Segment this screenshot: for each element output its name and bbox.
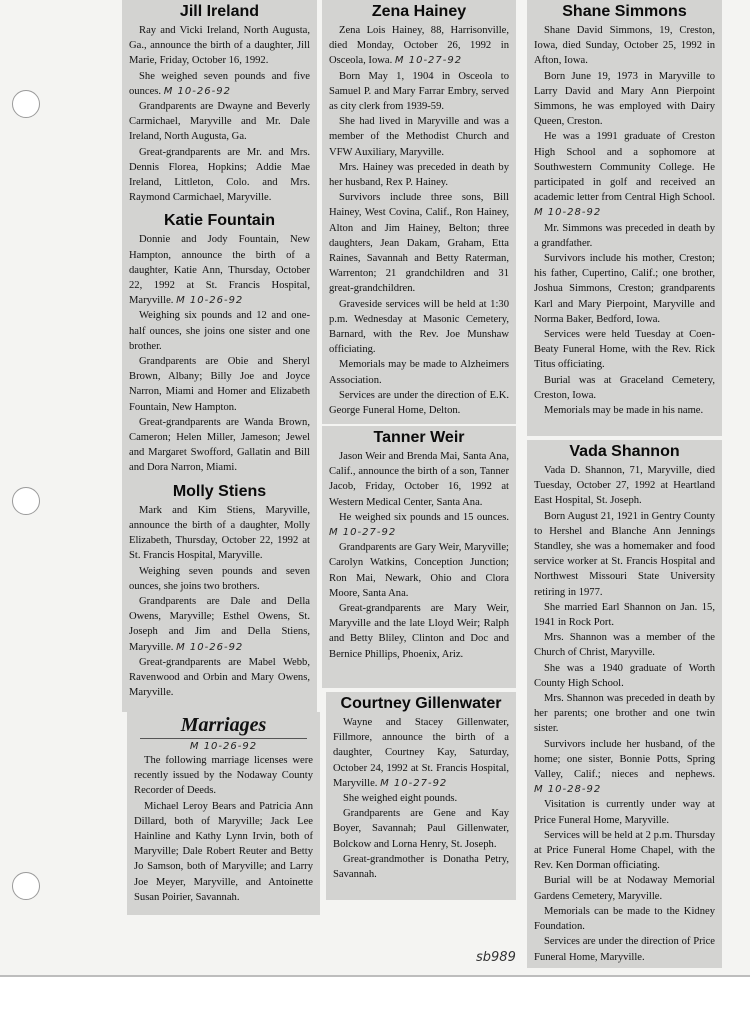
paragraph: Grandparents are Gary Weir, Maryville; Carolyn Watkins, Conception Junction; Ron Mai, Newark, Ohio and Clora Moore, Santa Ana. (329, 542, 509, 599)
clipping-column-3-bottom (527, 440, 722, 968)
announcement-tanner-weir (322, 426, 516, 666)
paragraph: Great-grandparents are Mr. and Mrs. Dennis Florea, Hopkins; Addie Mae Ireland, Littleton, Colo. and Mrs. Raymond Carmichael, Maryville. (129, 146, 310, 204)
paragraph: Shane David Simmons, 19, Creston, Iowa, died Sunday, October 25, 1992 in Afton, Iowa. (534, 25, 715, 67)
headline: Jill Ireland (179, 3, 260, 20)
handwritten-date: M 10-26-92 (163, 85, 231, 97)
headline: Tanner Weir (373, 429, 465, 446)
paragraph: Grandparents are Obie and Sheryl Brown, Albany; Billy Joe and Joyce Narron, Miami and Homer and Elizabeth Fountain, New Hampton. (129, 356, 310, 413)
paragraph: She weighed eight pounds. (343, 793, 458, 805)
announcement-courtney-gillenwater (326, 692, 516, 886)
paragraph: Graveside services will be held at 1:30 p.m. Wednesday at Masonic Cemetery, Barnard, with the Rev. Joe Munshaw officiating. (329, 298, 509, 356)
paragraph: Survivors include her husband, of the home; one sister, Bonnie Potts, Spring Valley, Calif.; nieces and nephews. M 10-28-92 (534, 738, 715, 796)
handwritten-date: M 10-26-92 (176, 295, 244, 307)
paragraph: She weighed seven pounds and five ounces. M 10-26-92 (129, 70, 310, 97)
clipping-column-2-bottom (326, 692, 516, 900)
paragraph: Survivors include his mother, Creston; his father, Cupertino, Calif.; one brother, Joshua Simmons, Creston; grandparents Karl and Mary Pierpoint, Maryville and Norma Baker, Bedford, Iowa. (534, 253, 715, 325)
headline: Courtney Gillenwater (340, 695, 502, 712)
divider (140, 738, 307, 739)
handwritten-date: M 10-26-92 (189, 741, 258, 752)
paragraph: Memorials may be made in his name. (544, 405, 704, 417)
paragraph: She married Earl Shannon on Jan. 15, 1941 in Rock Port. (534, 601, 715, 629)
paragraph: Great-grandparents are Wanda Brown, Cameron; Helen Miller, Jameson; Jewel and Margaret Swofford, Gallatin and Bill and Dora Narron, Miami. (129, 416, 310, 474)
clipping-column-2-top (322, 0, 516, 424)
paragraph: Weighing six pounds and 12 and one-half ounces, she joins one sister and one brother. (129, 310, 310, 352)
headline: Molly Stiens (172, 482, 267, 500)
paragraph: Michael Leroy Bears and Patricia Ann Dillard, both of Maryville; Jack Lee Hainline and Kathy Lynn Irvin, both of Maryville; Dale Robert Reuter and Betty Jo Samson, both of Maryville; and Larry Joe Meyer, Maryville, and Antoinette Susan Poirier, Savannah. (134, 800, 313, 903)
paragraph: The following marriage licenses were recently issued by the Nodaway County Recorder of Deeds. (134, 755, 313, 797)
paragraph: Great-grandmother is Donatha Petry, Savannah. (333, 853, 509, 881)
paragraph: Born May 1, 1904 in Osceola to Samuel P. and Mary Farrar Embry, served as city clerk from 1939-59. (329, 70, 509, 113)
paragraph: He weighed six pounds and 15 ounces. M 10-27-92 (329, 511, 509, 539)
obituary-shane-simmons (527, 0, 722, 422)
paragraph: Visitation is currently under way at Price Funeral Home, Maryville. (534, 799, 715, 826)
headline: Vada Shannon (569, 443, 680, 460)
announcement-jill-ireland (122, 0, 317, 209)
paragraph: Mr. Simmons was preceded in death by a grandfather. (534, 222, 715, 249)
paragraph: She was a 1940 graduate of Worth County High School. (534, 662, 715, 689)
paragraph: Vada D. Shannon, 71, Maryville, died Tuesday, October 27, 1992 at Heartland East Hospital, St. Joseph. (534, 465, 715, 507)
handwritten-date: M 10-28-92 (534, 207, 602, 219)
clipping-column-2-middle (322, 426, 516, 688)
headline: Shane Simmons (562, 3, 687, 20)
page-edge (0, 975, 750, 977)
obituary-vada-shannon (527, 440, 722, 968)
paragraph: Services were held Tuesday at Coen-Beaty Funeral Home, with the Rev. Rick Titus officiating. (534, 329, 715, 371)
paragraph: Memorials can be made to the Kidney Foundation. (534, 905, 715, 933)
paragraph: He was a 1991 graduate of Creston High School and a sophomore at Southwestern Community College. He participated in golf and received an academic letter from Central High School. M 10-28-92 (534, 131, 715, 219)
headline: Zena Hainey (371, 3, 467, 20)
paragraph: Born August 21, 1921 in Gentry County to Hershel and Blanche Ann Jennings Standley, she was a homemaker and food service worker at St. Francis Hospital and Northwest Missouri State University retiring in 1977. (534, 510, 715, 598)
section-title: Marriages (180, 714, 267, 736)
paragraph: Services are under the direction of Price Funeral Home, Maryville. (534, 936, 715, 963)
paragraph: Mrs. Shannon was preceded in death by her parents; one brother and one twin sister. (534, 693, 715, 735)
paragraph: Mark and Kim Stiens, Maryville, announce the birth of a daughter, Molly Elizabeth, Thursday, October 22, 1992 at St. Francis Hospital, Maryville. (129, 504, 310, 562)
handwritten-date: M 10-26-92 (176, 641, 244, 653)
paragraph: Services will be held at 2 p.m. Thursday at Price Funeral Home Chapel, with the Rev. Ken Dorman officiating. (534, 829, 715, 872)
paragraph: Great-grandparents are Mary Weir, Maryville and the late Lloyd Weir; Ralph and Betty Bliley, Clinton and Doc and Bernice Phillips, Phoenix, Ariz. (329, 603, 509, 660)
paragraph: Ray and Vicki Ireland, North Augusta, Ga., announce the birth of a daughter, Jill Marie, Friday, October 16, 1992. (129, 25, 310, 67)
obituary-zena-hainey (322, 0, 516, 422)
punch-hole (12, 487, 40, 515)
paragraph: Burial was at Graceland Cemetery, Creston, Iowa. (534, 374, 715, 401)
paragraph: Grandparents are Dwayne and Beverly Carmichael, Maryville and Mr. Dale Ireland, North Augusta, Ga. (129, 101, 310, 143)
paragraph: Grandparents are Gene and Kay Boyer, Savannah; Paul Gillenwater, Bolckow and Lorna Henry, St. Joseph. (333, 808, 509, 850)
paragraph: Mrs. Hainey was preceded in death by her husband, Rex P. Hainey. (329, 161, 509, 189)
marriages-clipping (127, 712, 320, 915)
headline: Katie Fountain (163, 212, 276, 230)
paragraph: Born June 19, 1973 in Maryville to Larry David and Mary Ann Pierpoint Simmons, he was employed with Dairy Queen, Creston. (534, 70, 715, 128)
paragraph: Survivors include three sons, Bill Hainey, West Covina, Calif., Ron Hainey, Alton and Jim Hainey, Belton; three daughters, Jean Dakam, Graham, Etta Raines, Savannah and Betty Raterman, Warrenton; 21 grandchildren and 31 great-grandchildren. (329, 192, 509, 295)
paragraph: Jason Weir and Brenda Mai, Santa Ana, Calif., announce the birth of a son, Tanner Jacob, Friday, October 16, 1992 at Western Medical Center, Santa Ana. (329, 451, 509, 508)
paragraph: Zena Lois Hainey, 88, Harrisonville, died Monday, October 26, 1992 in Osceola, Iowa. M 10-27-92 (329, 25, 509, 67)
paragraph: Great-grandparents are Mabel Webb, Ravenwood and Orbin and Mary Owens, Maryville. (129, 656, 310, 699)
clipping-column-1 (122, 0, 317, 712)
paragraph: Weighing seven pounds and seven ounces, she joins two brothers. (129, 565, 310, 592)
page-stamp: sb989 (476, 950, 516, 965)
paragraph: Wayne and Stacey Gillenwater, Fillmore, announce the birth of a daughter, Courtney Kay, Saturday, October 24, 1992 at St. Francis Hospital, Maryville. M 10-27-92 (333, 717, 509, 789)
marriages-section (127, 712, 320, 909)
paragraph: Memorials may be made to Alzheimers Association. (329, 359, 509, 386)
announcement-molly-stiens (122, 480, 317, 705)
punch-hole (12, 872, 40, 900)
handwritten-date: M 10-27-92 (329, 527, 397, 539)
clipping-column-3-top (527, 0, 722, 436)
paragraph: She had lived in Maryville and was a member of the Methodist Church and VFW Auxiliary, Maryville. (329, 116, 509, 158)
handwritten-date: M 10-27-92 (380, 777, 448, 789)
handwritten-date: M 10-27-92 (394, 55, 463, 67)
punch-hole (12, 90, 40, 118)
paragraph: Burial will be at Nodaway Memorial Gardens Cemetery, Maryville. (534, 875, 715, 902)
announcement-katie-fountain (122, 209, 317, 479)
paragraph: Mrs. Shannon was a member of the Church of Christ, Maryville. (534, 632, 715, 659)
paragraph: Services are under the direction of E.K. George Funeral Home, Delton. (329, 389, 509, 417)
handwritten-date: M 10-28-92 (534, 784, 602, 796)
paragraph: Grandparents are Dale and Della Owens, Maryville; Esthel Owens, St. Joseph and Jim and Della Stiens, Maryville. M 10-26-92 (129, 595, 310, 653)
paragraph: Donnie and Jody Fountain, New Hampton, announce the birth of a daughter, Katie Ann, Thursday, October 22, 1992 at St. Francis Hospital, Maryville. M 10-26-92 (129, 234, 310, 307)
